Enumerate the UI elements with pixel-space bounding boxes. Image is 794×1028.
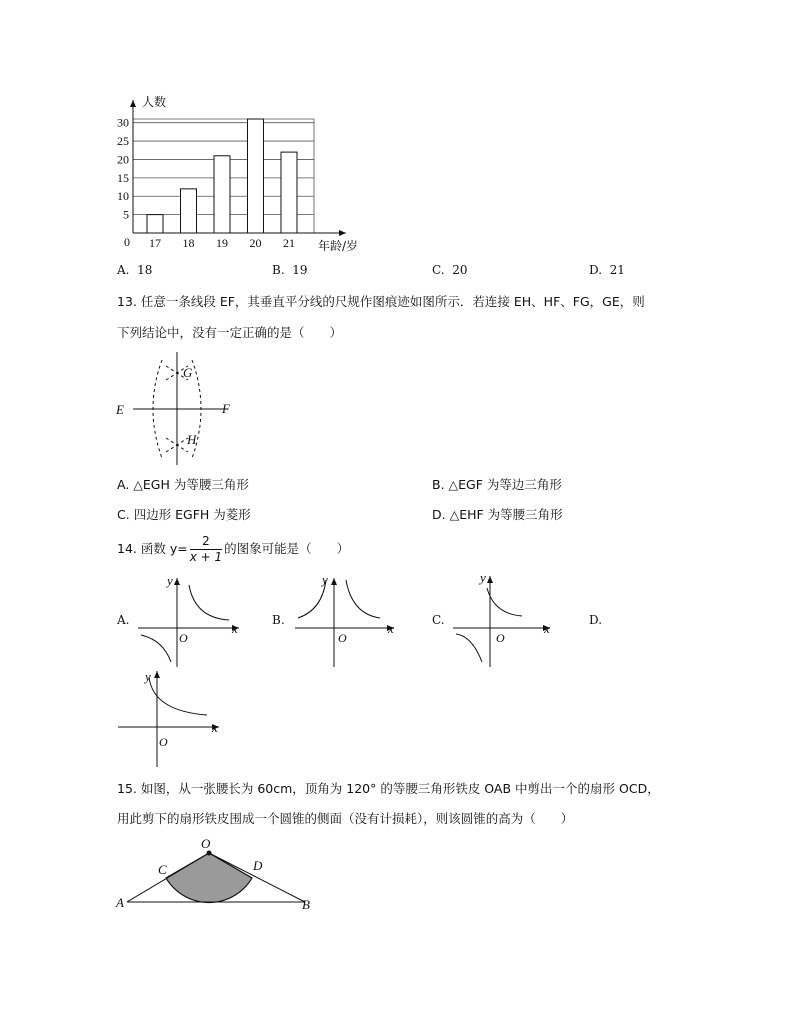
svg-text:y: y	[145, 669, 151, 684]
q14-option-b[interactable]: B.	[272, 613, 285, 627]
x-tick-label: 19	[216, 236, 228, 250]
q14-option-d[interactable]: D.	[589, 613, 603, 627]
svg-text:x: x	[544, 621, 550, 636]
svg-text:O: O	[179, 631, 188, 645]
q12-option-b[interactable]: B. 19	[272, 263, 308, 277]
svg-text:x: x	[388, 621, 394, 636]
bar	[147, 215, 163, 233]
q12-option-d[interactable]: D. 21	[589, 263, 625, 277]
q13-option-c[interactable]: C. 四边形 EGFH 为菱形	[117, 507, 251, 522]
q13-stem-line1: 13. 任意一条线段 EF，其垂直平分线的尺规作图痕迹如图所示．若连接 EH、HF、FG，GE，则	[117, 294, 645, 309]
x-axis-label: 年龄/岁	[318, 239, 359, 253]
svg-text:x: x	[232, 621, 238, 636]
q13-option-d[interactable]: D. △EHF 为等腰三角形	[432, 507, 563, 522]
x-tick-label: 20	[249, 236, 262, 250]
q12-option-a[interactable]: A. 18	[117, 263, 153, 277]
bar	[214, 156, 230, 233]
q15-figure	[110, 833, 330, 915]
svg-text:O: O	[496, 631, 505, 645]
label-a: A	[116, 895, 124, 910]
x-tick-label: 18	[182, 236, 195, 250]
q13-figure	[110, 350, 240, 470]
y-tick-label: 10	[117, 189, 129, 204]
q14-graph-d	[115, 667, 225, 771]
q12-option-c[interactable]: C. 20	[432, 263, 468, 277]
origin-label: 0	[124, 235, 130, 249]
y-tick-label: 20	[117, 152, 129, 167]
q14-graph-c	[450, 570, 560, 670]
q15-stem-line2: 用此剪下的扇形铁皮围成一个圆锥的侧面（没有计损耗），则该圆锥的高为（ ）	[117, 811, 574, 826]
bar	[281, 152, 297, 233]
bar	[248, 119, 264, 233]
label-f: F	[222, 401, 230, 416]
label-c: C	[158, 862, 167, 877]
svg-text:y: y	[322, 572, 328, 587]
x-tick-label: 17	[149, 236, 161, 250]
y-axis-arrow	[130, 100, 136, 107]
q14-graph-a	[133, 570, 245, 670]
label-b: B	[302, 897, 310, 912]
q14-fraction: $\frac{2}{x + 1}$	[189, 534, 223, 564]
q15-stem-line1: 15. 如图，从一张腰长为 60cm，顶角为 120° 的等腰三角形铁皮 OAB 中剪出一个的扇形 OCD，	[117, 781, 660, 796]
q14-option-a[interactable]: A.	[117, 613, 130, 627]
q14-graph-b	[292, 570, 400, 670]
label-h: H	[187, 432, 197, 447]
y-tick-label: 15	[117, 170, 129, 185]
y-tick-label: 5	[123, 207, 129, 222]
q12-bar-chart	[110, 92, 370, 257]
x-axis-arrow	[339, 230, 346, 236]
svg-text:O: O	[159, 735, 168, 749]
label-g: G	[183, 365, 193, 380]
label-o: O	[201, 836, 211, 851]
q14-stem: 14. 函数 y= $\frac{2}{x + 1}$ 的图象可能是（ ）	[117, 534, 350, 564]
svg-text:x: x	[212, 720, 218, 735]
svg-text:y: y	[167, 573, 173, 588]
q13-option-a[interactable]: A. △EGH 为等腰三角形	[117, 477, 249, 492]
q13-stem-line2: 下列结论中，没有一定正确的是（ ）	[117, 325, 343, 340]
y-axis-label: 人数	[142, 95, 167, 109]
y-tick-label: 25	[117, 134, 129, 149]
y-tick-label: 30	[117, 115, 129, 130]
bar	[181, 189, 197, 233]
svg-text:y: y	[480, 570, 486, 585]
svg-text:O: O	[338, 631, 347, 645]
label-d: D	[253, 858, 263, 873]
x-tick-label: 21	[283, 236, 295, 250]
q13-option-b[interactable]: B. △EGF 为等边三角形	[432, 477, 562, 492]
q14-option-c[interactable]: C.	[432, 613, 445, 627]
label-e: E	[116, 402, 124, 417]
